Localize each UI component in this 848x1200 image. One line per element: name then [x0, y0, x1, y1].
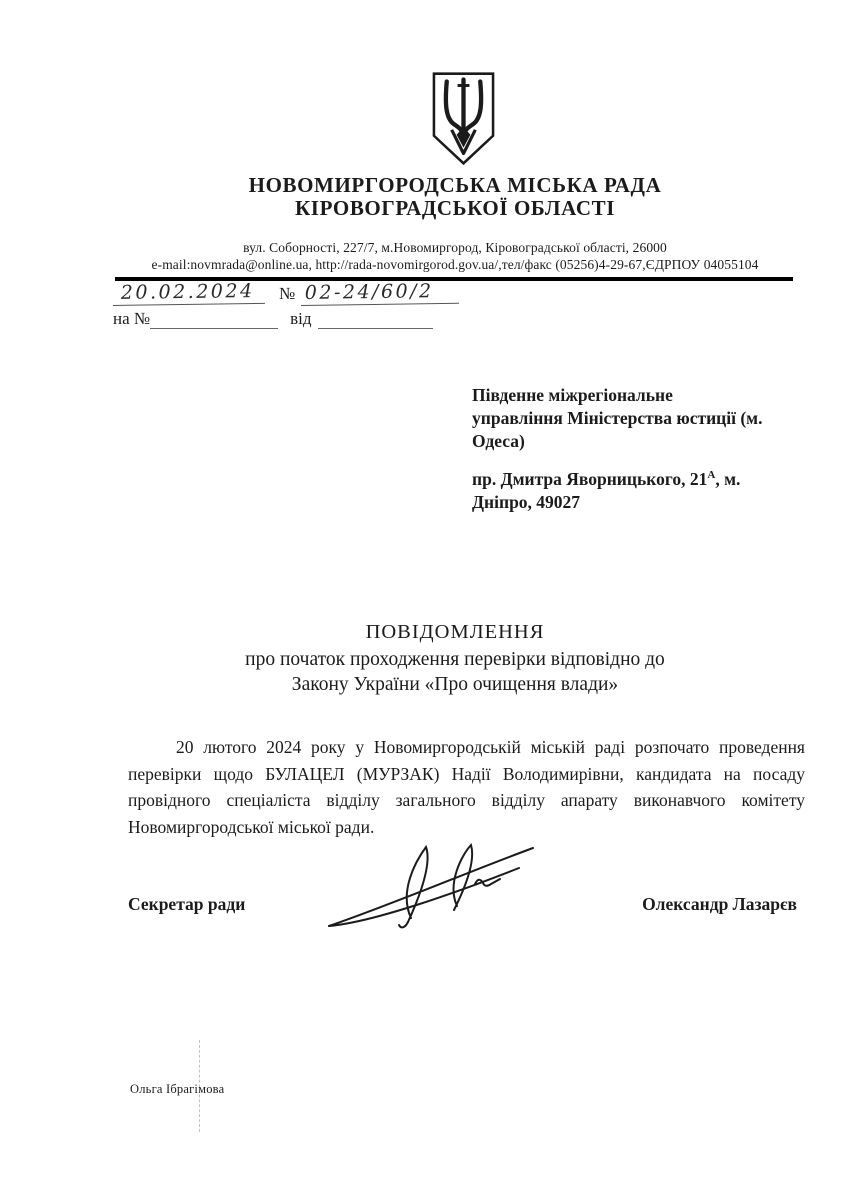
handwritten-outgoing-number: 02-24/60/2 — [301, 280, 459, 306]
recipient-street-line: пр. Дмитра Яворницького, $21^А$, м. — [472, 468, 741, 489]
number-sign-label: № — [279, 284, 296, 303]
incoming-ref-row — [113, 309, 533, 329]
recipient-name-line: управління Міністерства юстиції (м. — [472, 408, 763, 428]
document-title-block — [115, 620, 795, 697]
letterhead — [115, 174, 795, 273]
ukraine-trident-emblem — [430, 70, 497, 168]
signature-row — [128, 894, 797, 915]
handwritten-signature — [323, 842, 541, 936]
body-paragraph: 20 лютого 2024 року у Новомиргородській міській раді розпочато проведення перевірки щодо БУЛАЦЕЛ (МУРЗАК) Надії Володимирівни, кандидата на посаду провідного спеціаліста відділу загального відділу апарату виконавчого комітету Новомиргородської міської ради. — [128, 737, 805, 837]
executor-name: Ольга Ібрагімова — [130, 1082, 225, 1096]
org-name-line-1: НОВОМИРГОРОДСЬКА МІСЬКА РАДА — [248, 173, 662, 197]
org-name-line-2: КІРОВОГРАДСЬКОЇ ОБЛАСТІ — [294, 196, 615, 220]
recipient-city-line: Дніпро, 49027 — [472, 491, 581, 512]
org-address-line: вул. Соборності, 227/7, м.Новомиргород, Кіровоградської області, 26000 — [243, 240, 667, 255]
signatory-position: Секретар ради — [128, 894, 246, 914]
building-letter-superscript: А — [707, 469, 716, 481]
signatory-name: Олександр Лазарєв — [642, 894, 797, 914]
handwritten-date: 20.02.2024 — [113, 280, 265, 306]
document-subtitle-line: Закону України «Про очищення влади» — [291, 674, 619, 695]
reply-number-label: на № — [113, 309, 151, 328]
reply-number-blank — [150, 313, 278, 329]
recipient-name-line: Одеса) — [472, 431, 525, 451]
outgoing-ref-row — [113, 282, 533, 306]
recipient-name-line: Південне міжрегіональне — [472, 385, 673, 405]
recipient-block — [472, 384, 812, 514]
reply-date-label: від — [290, 309, 312, 328]
document-subtitle-line: про початок проходження перевірки відповідно до — [245, 649, 665, 670]
org-address-block — [115, 240, 795, 273]
document-title: ПОВІДОМЛЕННЯ — [365, 621, 545, 643]
org-contacts-line: e-mail:novmrada@online.ua, http://rada-novomirgorod.gov.ua/,тел/факс (05256)4-29-67,ЄДРПОУ 04055104 — [151, 256, 759, 272]
reference-block — [113, 282, 533, 329]
reply-date-blank — [318, 313, 433, 329]
